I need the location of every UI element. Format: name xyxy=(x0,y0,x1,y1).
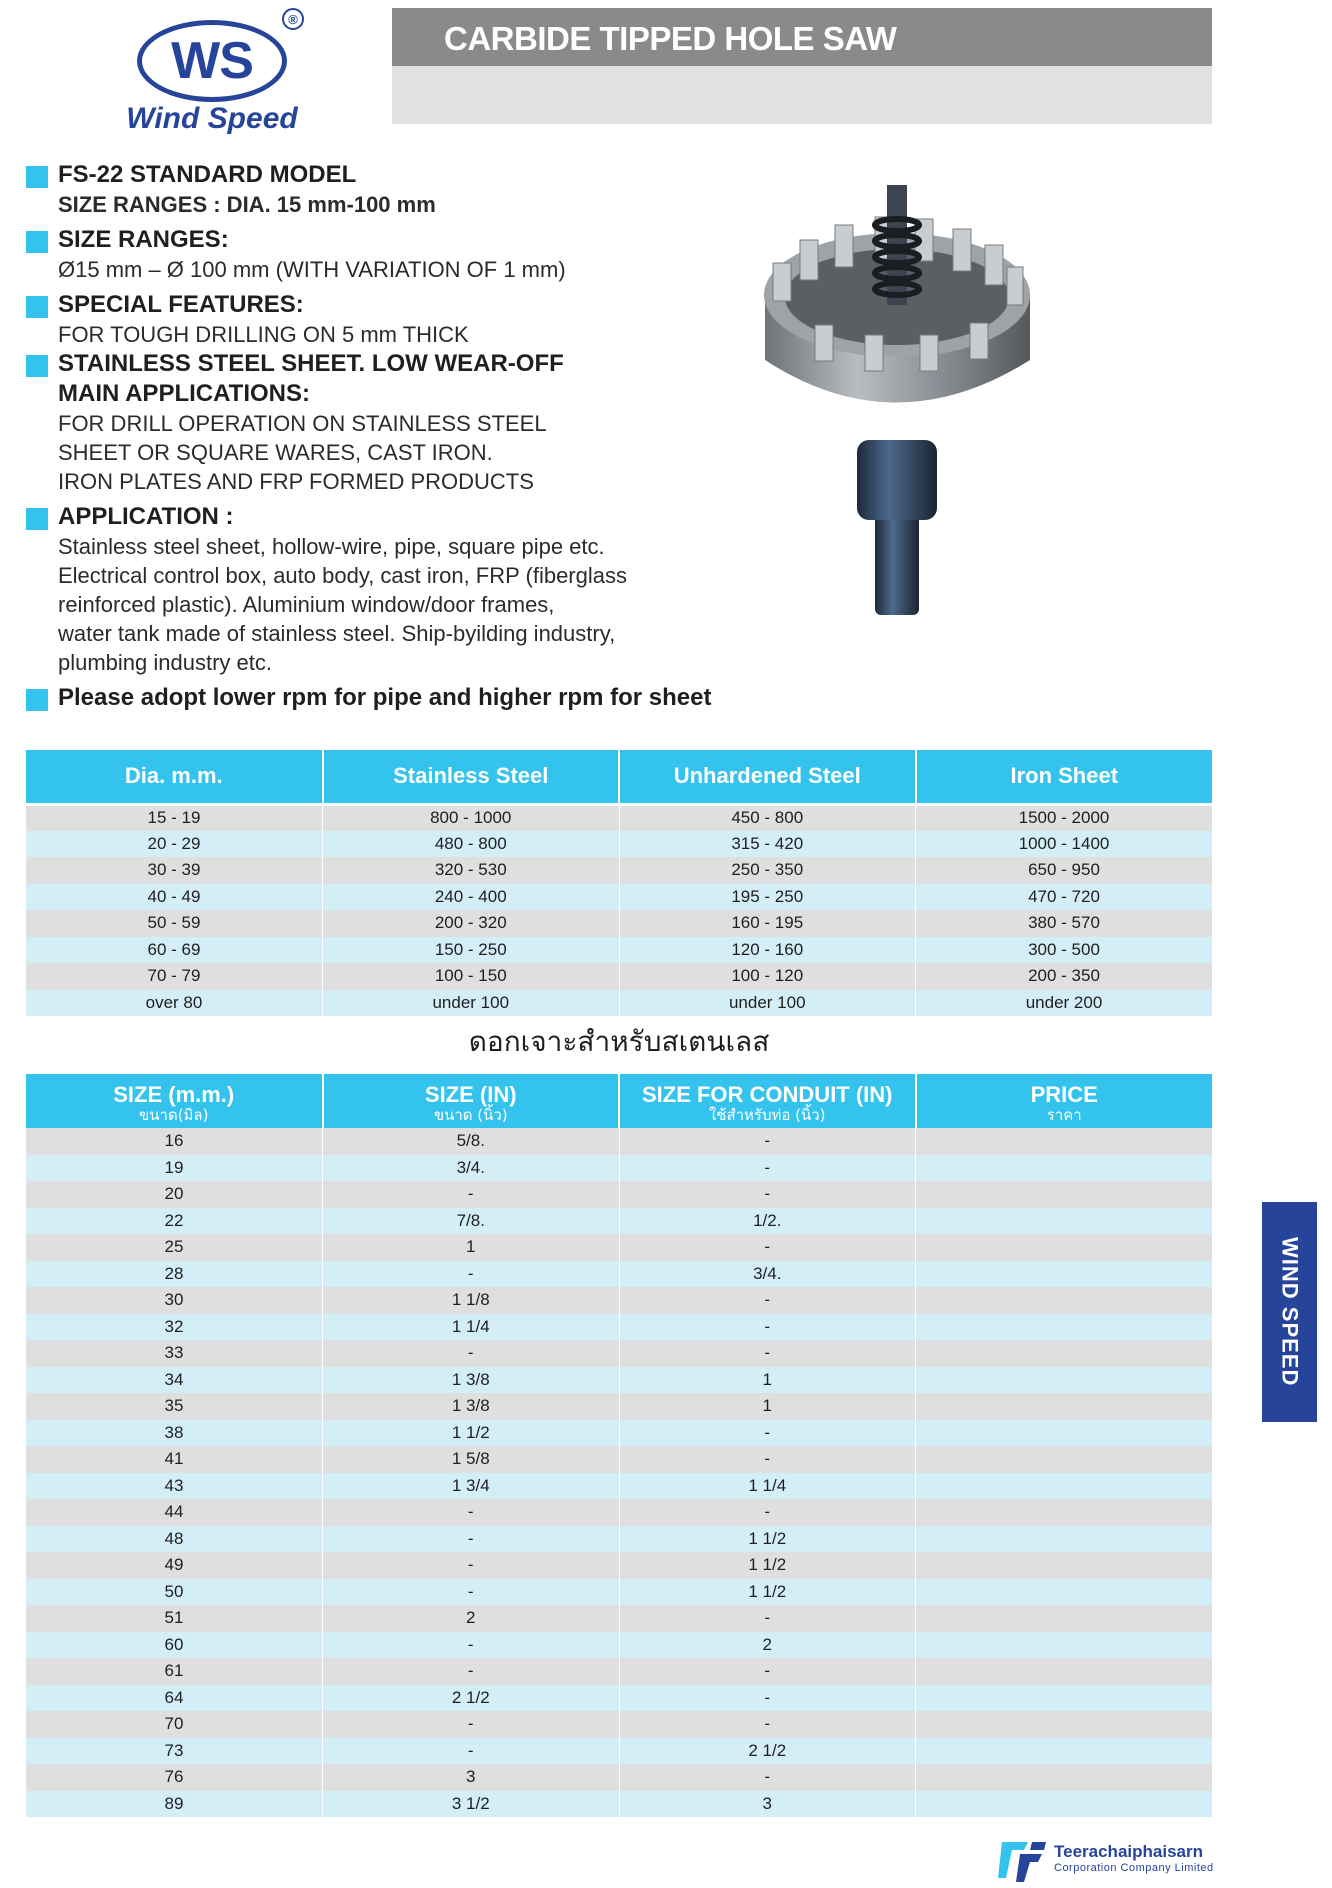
size-in-cell: 1 5/8 xyxy=(323,1446,620,1473)
size-price-cell xyxy=(916,1314,1213,1341)
rpm-table-header xyxy=(26,750,1212,804)
size-in-cell: 1 1/2 xyxy=(323,1420,620,1447)
application-line: Stainless steel sheet, hollow-wire, pipe, square pipe etc. xyxy=(58,534,605,559)
rpm-table-row xyxy=(26,831,1212,858)
size-col-price: PRICE ราคา xyxy=(916,1074,1213,1128)
size-table-row xyxy=(26,1552,1212,1579)
rpm-stainless-cell: 100 - 150 xyxy=(323,963,620,990)
size-mm-cell: 50 xyxy=(26,1579,323,1606)
size-conduit-cell: - xyxy=(619,1128,916,1155)
size-price-cell xyxy=(916,1446,1213,1473)
rpm-iron-cell: 200 - 350 xyxy=(916,963,1213,990)
size-price-cell xyxy=(916,1738,1213,1765)
teerachaiphaisarn-logo xyxy=(998,1838,1218,1882)
size-col-conduit: SIZE FOR CONDUIT (IN) ใช้สำหรับท่อ (นิ้ว) xyxy=(619,1074,916,1128)
size-in-cell: 7/8. xyxy=(323,1208,620,1235)
rpm-dia-cell: 20 - 29 xyxy=(26,831,323,858)
page-title: CARBIDE TIPPED HOLE SAW xyxy=(444,20,897,57)
size-price-cell xyxy=(916,1128,1213,1155)
size-mm-cell: 22 xyxy=(26,1208,323,1235)
size-ranges-text: Ø15 mm – Ø 100 mm (WITH VARIATION OF 1 mm) xyxy=(58,257,566,282)
size-mm-cell: 25 xyxy=(26,1234,323,1261)
size-conduit-cell: - xyxy=(619,1420,916,1447)
bullet-square-icon xyxy=(26,166,48,188)
application-line: water tank made of stainless steel. Ship-byilding industry, xyxy=(58,621,616,646)
title-banner-bar xyxy=(392,8,1212,66)
size-mm-cell: 44 xyxy=(26,1499,323,1526)
size-table-row xyxy=(26,1155,1212,1182)
rpm-table-row xyxy=(26,804,1212,831)
size-table-row xyxy=(26,1658,1212,1685)
size-table-row xyxy=(26,1605,1212,1632)
size-mm-cell: 34 xyxy=(26,1367,323,1394)
size-conduit-cell: - xyxy=(619,1605,916,1632)
size-table-row xyxy=(26,1791,1212,1818)
size-mm-cell: 19 xyxy=(26,1155,323,1182)
size-conduit-cell: - xyxy=(619,1314,916,1341)
size-conduit-cell: - xyxy=(619,1446,916,1473)
rpm-iron-cell: 1500 - 2000 xyxy=(916,804,1213,831)
size-in-cell: 2 1/2 xyxy=(323,1685,620,1712)
size-conduit-cell: 1 1/2 xyxy=(619,1526,916,1553)
size-price-cell xyxy=(916,1764,1213,1791)
spec-section xyxy=(26,160,746,713)
rpm-dia-cell: 30 - 39 xyxy=(26,857,323,884)
size-price-cell xyxy=(916,1791,1213,1818)
size-table-row xyxy=(26,1128,1212,1155)
size-mm-cell: 61 xyxy=(26,1658,323,1685)
rpm-table-row xyxy=(26,963,1212,990)
size-conduit-cell: - xyxy=(619,1155,916,1182)
size-col-in: SIZE (IN) ขนาด (นิ้ว) xyxy=(323,1074,620,1128)
rpm-stainless-cell: 800 - 1000 xyxy=(323,804,620,831)
rpm-dia-cell: 50 - 59 xyxy=(26,910,323,937)
bullet-square-icon xyxy=(26,231,48,253)
size-table-row xyxy=(26,1420,1212,1447)
size-mm-cell: 43 xyxy=(26,1473,323,1500)
rpm-table-row xyxy=(26,990,1212,1017)
size-price-cell xyxy=(916,1208,1213,1235)
rpm-stainless-cell: 150 - 250 xyxy=(323,937,620,964)
rpm-unhardened-cell: 450 - 800 xyxy=(619,804,916,831)
size-mm-cell: 73 xyxy=(26,1738,323,1765)
company-name: Teerachaiphaisarn xyxy=(1054,1842,1203,1861)
main-applications-line: FOR DRILL OPERATION ON STAINLESS STEEL xyxy=(58,411,547,436)
company-subtitle: Corporation Company Limited xyxy=(1054,1862,1214,1874)
size-table-row xyxy=(26,1499,1212,1526)
size-mm-cell: 51 xyxy=(26,1605,323,1632)
rpm-iron-cell: 470 - 720 xyxy=(916,884,1213,911)
size-table-row xyxy=(26,1261,1212,1288)
size-price-cell xyxy=(916,1685,1213,1712)
size-conduit-cell: 1/2. xyxy=(619,1208,916,1235)
rpm-table-row xyxy=(26,884,1212,911)
rpm-stainless-cell: 240 - 400 xyxy=(323,884,620,911)
size-conduit-cell: - xyxy=(619,1181,916,1208)
size-conduit-cell: - xyxy=(619,1340,916,1367)
size-in-cell: - xyxy=(323,1340,620,1367)
size-in-cell: - xyxy=(323,1261,620,1288)
size-price-cell xyxy=(916,1234,1213,1261)
size-mm-cell: 38 xyxy=(26,1420,323,1447)
size-conduit-cell: 1 xyxy=(619,1367,916,1394)
size-in-cell: - xyxy=(323,1711,620,1738)
size-in-cell: - xyxy=(323,1499,620,1526)
size-table-row xyxy=(26,1287,1212,1314)
size-in-cell: - xyxy=(323,1526,620,1553)
application-line: plumbing industry etc. xyxy=(58,650,272,675)
rpm-stainless-cell: 200 - 320 xyxy=(323,910,620,937)
application-heading: APPLICATION : xyxy=(26,502,746,532)
size-conduit-cell: 3/4. xyxy=(619,1261,916,1288)
size-in-cell: - xyxy=(323,1738,620,1765)
size-ranges-heading: SIZE RANGES: xyxy=(26,225,746,255)
logo-mark: WS xyxy=(171,32,253,90)
rpm-iron-cell: 300 - 500 xyxy=(916,937,1213,964)
size-mm-cell: 70 xyxy=(26,1711,323,1738)
size-mm-cell: 48 xyxy=(26,1526,323,1553)
rpm-note: Please adopt lower rpm for pipe and higher rpm for sheet xyxy=(26,683,746,713)
size-mm-cell: 30 xyxy=(26,1287,323,1314)
size-price-cell xyxy=(916,1552,1213,1579)
size-price-cell xyxy=(916,1473,1213,1500)
size-conduit-cell: 1 1/2 xyxy=(619,1579,916,1606)
size-mm-cell: 28 xyxy=(26,1261,323,1288)
size-mm-cell: 35 xyxy=(26,1393,323,1420)
size-price-cell xyxy=(916,1526,1213,1553)
rpm-dia-cell: 60 - 69 xyxy=(26,937,323,964)
main-applications-line: IRON PLATES AND FRP FORMED PRODUCTS xyxy=(58,469,534,494)
rpm-col-dia: Dia. m.m. xyxy=(26,750,323,804)
size-table-row xyxy=(26,1181,1212,1208)
size-in-cell: - xyxy=(323,1579,620,1606)
size-price-cell xyxy=(916,1367,1213,1394)
wind-speed-side-tab xyxy=(1262,1202,1317,1422)
size-table-row xyxy=(26,1234,1212,1261)
size-table-row xyxy=(26,1393,1212,1420)
rpm-iron-cell: 1000 - 1400 xyxy=(916,831,1213,858)
model-heading: FS-22 STANDARD MODEL xyxy=(26,160,746,190)
rpm-unhardened-cell: 120 - 160 xyxy=(619,937,916,964)
bullet-square-icon xyxy=(26,296,48,318)
rpm-col-iron: Iron Sheet xyxy=(916,750,1213,804)
size-in-cell: - xyxy=(323,1632,620,1659)
size-table xyxy=(26,1074,1212,1817)
size-table-row xyxy=(26,1632,1212,1659)
size-in-cell: 1 3/4 xyxy=(323,1473,620,1500)
size-conduit-cell: - xyxy=(619,1499,916,1526)
size-mm-cell: 16 xyxy=(26,1128,323,1155)
special-features-heading: SPECIAL FEATURES: xyxy=(26,290,746,320)
logo-oval xyxy=(137,20,287,102)
size-price-cell xyxy=(916,1499,1213,1526)
rpm-unhardened-cell: 250 - 350 xyxy=(619,857,916,884)
rpm-unhardened-cell: 100 - 120 xyxy=(619,963,916,990)
size-mm-cell: 60 xyxy=(26,1632,323,1659)
size-table-row xyxy=(26,1738,1212,1765)
size-table-row xyxy=(26,1314,1212,1341)
stainless-drill-title: ดอกเจาะสำหรับสเตนเลส xyxy=(468,1025,770,1058)
size-table-header xyxy=(26,1074,1212,1128)
size-in-cell: 3 xyxy=(323,1764,620,1791)
size-in-cell: - xyxy=(323,1658,620,1685)
size-table-row xyxy=(26,1711,1212,1738)
logo-brand-name: Wind Speed xyxy=(126,102,298,135)
size-conduit-cell: - xyxy=(619,1711,916,1738)
size-conduit-cell: 1 1/4 xyxy=(619,1473,916,1500)
stainless-heading: STAINLESS STEEL SHEET. LOW WEAR-OFF xyxy=(26,349,746,379)
rpm-table-row xyxy=(26,857,1212,884)
size-table-row xyxy=(26,1526,1212,1553)
size-price-cell xyxy=(916,1711,1213,1738)
application-line: reinforced plastic). Aluminium window/door frames, xyxy=(58,592,555,617)
size-price-cell xyxy=(916,1340,1213,1367)
size-price-cell xyxy=(916,1287,1213,1314)
size-conduit-cell: - xyxy=(619,1685,916,1712)
size-table-row xyxy=(26,1764,1212,1791)
rpm-iron-cell: 650 - 950 xyxy=(916,857,1213,884)
size-table-row xyxy=(26,1340,1212,1367)
bullet-square-icon xyxy=(26,689,48,711)
rpm-table xyxy=(26,750,1212,1016)
rpm-iron-cell: under 200 xyxy=(916,990,1213,1017)
size-mm-cell: 76 xyxy=(26,1764,323,1791)
rpm-unhardened-cell: 315 - 420 xyxy=(619,831,916,858)
size-conduit-cell: - xyxy=(619,1764,916,1791)
size-table-row xyxy=(26,1579,1212,1606)
rpm-dia-cell: 40 - 49 xyxy=(26,884,323,911)
size-mm-cell: 49 xyxy=(26,1552,323,1579)
hole-saw-image xyxy=(745,185,1065,625)
company-mark-icon xyxy=(998,1838,1046,1882)
size-conduit-cell: 2 1/2 xyxy=(619,1738,916,1765)
rpm-stainless-cell: under 100 xyxy=(323,990,620,1017)
size-mm-cell: 89 xyxy=(26,1791,323,1818)
size-mm-cell: 20 xyxy=(26,1181,323,1208)
main-applications-line: SHEET OR SQUARE WARES, CAST IRON. xyxy=(58,440,493,465)
wind-speed-logo xyxy=(112,8,312,136)
rpm-dia-cell: 70 - 79 xyxy=(26,963,323,990)
rpm-col-unhardened: Unhardened Steel xyxy=(619,750,916,804)
size-in-cell: - xyxy=(323,1181,620,1208)
rpm-iron-cell: 380 - 570 xyxy=(916,910,1213,937)
rpm-table-row xyxy=(26,910,1212,937)
main-applications-heading: MAIN APPLICATIONS: xyxy=(58,380,310,407)
title-banner xyxy=(392,8,1212,124)
size-conduit-cell: 3 xyxy=(619,1791,916,1818)
rpm-col-stainless: Stainless Steel xyxy=(323,750,620,804)
size-conduit-cell: 1 xyxy=(619,1393,916,1420)
size-price-cell xyxy=(916,1632,1213,1659)
size-conduit-cell: 2 xyxy=(619,1632,916,1659)
size-in-cell: 5/8. xyxy=(323,1128,620,1155)
size-in-cell: 1 1/4 xyxy=(323,1314,620,1341)
size-in-cell: 1 3/8 xyxy=(323,1393,620,1420)
size-table-row xyxy=(26,1473,1212,1500)
special-features-text: FOR TOUGH DRILLING ON 5 mm THICK xyxy=(58,322,469,347)
size-table-row xyxy=(26,1367,1212,1394)
bullet-square-icon xyxy=(26,508,48,530)
rpm-dia-cell: 15 - 19 xyxy=(26,804,323,831)
size-table-row xyxy=(26,1208,1212,1235)
size-conduit-cell: - xyxy=(619,1658,916,1685)
size-table-row xyxy=(26,1446,1212,1473)
side-tab-label: WIND SPEED xyxy=(1277,1237,1303,1387)
size-price-cell xyxy=(916,1393,1213,1420)
size-in-cell: 3 1/2 xyxy=(323,1791,620,1818)
size-in-cell: - xyxy=(323,1552,620,1579)
rpm-unhardened-cell: 195 - 250 xyxy=(619,884,916,911)
rpm-unhardened-cell: under 100 xyxy=(619,990,916,1017)
size-mm-cell: 32 xyxy=(26,1314,323,1341)
size-price-cell xyxy=(916,1181,1213,1208)
rpm-dia-cell: over 80 xyxy=(26,990,323,1017)
size-table-row xyxy=(26,1685,1212,1712)
size-price-cell xyxy=(916,1420,1213,1447)
size-in-cell: 1 xyxy=(323,1234,620,1261)
size-price-cell xyxy=(916,1261,1213,1288)
size-conduit-cell: - xyxy=(619,1234,916,1261)
rpm-stainless-cell: 320 - 530 xyxy=(323,857,620,884)
application-line: Electrical control box, auto body, cast iron, FRP (fiberglass xyxy=(58,563,627,588)
size-col-mm: SIZE (m.m.) ขนาด(มิล) xyxy=(26,1074,323,1128)
bullet-square-icon xyxy=(26,355,48,377)
rpm-table-row xyxy=(26,937,1212,964)
size-in-cell: 3/4. xyxy=(323,1155,620,1182)
size-mm-cell: 33 xyxy=(26,1340,323,1367)
registered-mark: ® xyxy=(282,8,304,30)
size-price-cell xyxy=(916,1605,1213,1632)
size-in-cell: 1 1/8 xyxy=(323,1287,620,1314)
size-price-cell xyxy=(916,1155,1213,1182)
size-conduit-cell: - xyxy=(619,1287,916,1314)
size-in-cell: 2 xyxy=(323,1605,620,1632)
size-mm-cell: 64 xyxy=(26,1685,323,1712)
size-price-cell xyxy=(916,1658,1213,1685)
size-mm-cell: 41 xyxy=(26,1446,323,1473)
size-price-cell xyxy=(916,1579,1213,1606)
rpm-stainless-cell: 480 - 800 xyxy=(323,831,620,858)
size-conduit-cell: 1 1/2 xyxy=(619,1552,916,1579)
rpm-unhardened-cell: 160 - 195 xyxy=(619,910,916,937)
model-size-range: SIZE RANGES : DIA. 15 mm-100 mm xyxy=(58,192,436,217)
size-in-cell: 1 3/8 xyxy=(323,1367,620,1394)
